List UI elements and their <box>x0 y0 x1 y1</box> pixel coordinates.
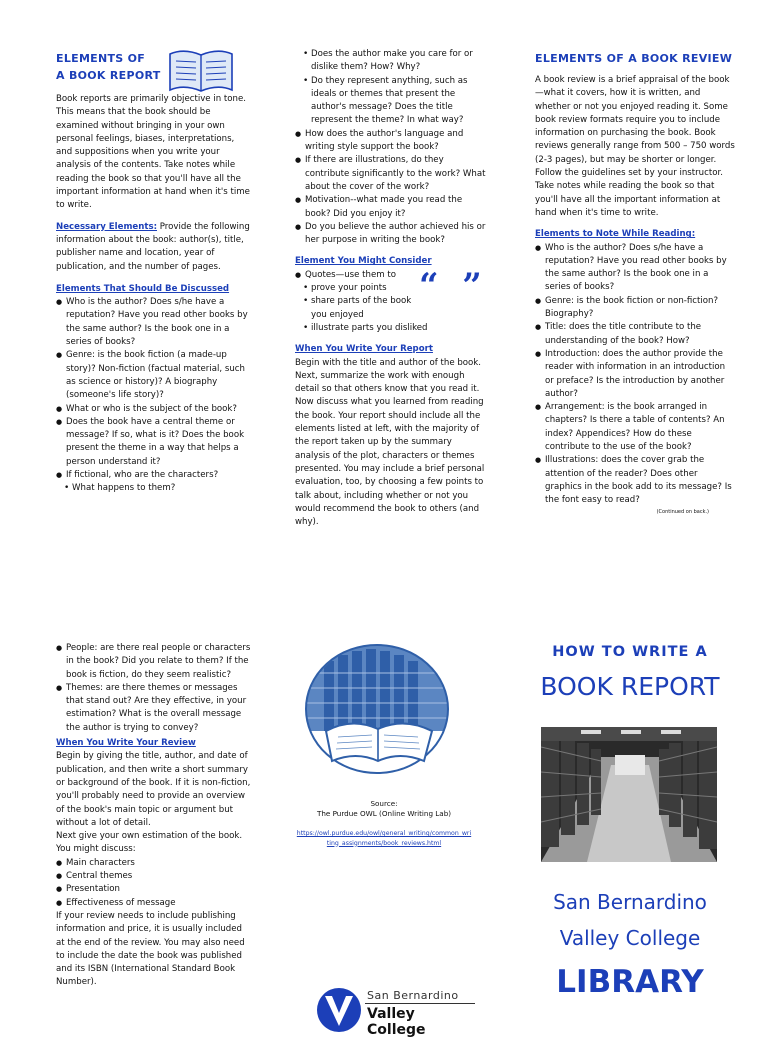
logo-divider <box>365 1003 475 1004</box>
review-heading: ELEMENTS OF A BOOK REVIEW <box>535 52 733 65</box>
open-book-icon <box>166 46 236 96</box>
column-book-review-continued <box>56 642 252 990</box>
list-item: ● Genre: is the book fiction or non-fiction? Biography? <box>535 295 735 322</box>
characters-sublist <box>295 48 487 128</box>
list-item: ● Who is the author? Does s/he have a reputation? Have you read other books by the same author? Is the book one in a series of books? <box>535 242 735 295</box>
note-list <box>535 242 735 508</box>
v-logo-icon <box>315 986 363 1034</box>
library-title: LIBRARY <box>556 964 704 1000</box>
write-review-text-3: If your review needs to include publishing information and price, it is usually included at the end of the review. You may also need to include the date the book was published and its ISBN (International Standard Book Number). <box>56 910 245 988</box>
discuss-list <box>56 857 252 910</box>
library-book-illustration <box>304 643 450 775</box>
list-item: ● People: are there real people or characters in the book? Did you relate to them? If the book is fiction, do they seem realistic? <box>56 642 252 682</box>
list-item: ● Does the book have a central theme or message? If so, what is it? Does the book present the theme in a way that helps a person understand it? <box>56 416 252 469</box>
list-subitem: • share parts of the book you enjoyed <box>295 295 413 322</box>
cover-college-name <box>530 884 730 1004</box>
list-subitem: • illustrate parts you disliked <box>295 322 487 335</box>
list-item: ● Arrangement: is the book arranged in chapters? Is there a table of contents? An index? Appendices? How do these contribute to the use of the book? <box>535 401 735 454</box>
list-item: ● If there are illustrations, do they contribute significantly to the work? What about the cover of the work? <box>295 154 487 194</box>
list-subitem: • prove your points <box>295 282 413 295</box>
list-item: ● Themes: are there themes or messages that stand out? Are they effective, in your estimation? What is the overall message the author is trying to convey? <box>56 682 252 735</box>
discussed-list <box>56 296 252 495</box>
list-item: ● Genre: is the book fiction (a made-up story)? Non-fiction (factual material, such as science or history)? A biography (someone's life story)? <box>56 349 252 402</box>
write-review-label: When You Write Your Review <box>56 738 196 749</box>
continued-note: (Continued on back.) <box>656 508 709 515</box>
list-item: ● Main characters <box>56 857 252 870</box>
college-name-line1: San Bernardino <box>553 890 707 914</box>
list-item: ● Introduction: does the author provide the reader with information in an introduction or preface? Is the introduction by another author? <box>535 348 735 401</box>
source-label: Source: <box>370 799 398 808</box>
list-item: ● Illustrations: does the cover grab the attention of the reader? Does other graphics in the book add to its message? Is the font easy to read? <box>535 454 735 507</box>
list-item: ● Quotes—use them to <box>295 269 413 282</box>
necessary-label: Necessary Elements: <box>56 221 158 232</box>
cover-panel <box>530 640 730 704</box>
review-intro: A book review is a brief appraisal of the book—what it covers, how it is written, and whether or not you enjoyed reading it. Some book review formats require you to include information on purchasing the book. Book reviews generally range from 500 – 750 words (2-3 pages), but may be shorter or longer. Follow the guidelines set by your instructor. Take notes while reading the book so that you'll have all the important information at hand when it's time to write. <box>535 75 735 218</box>
source-block <box>296 799 472 848</box>
quotes-list-tail <box>295 322 487 335</box>
list-item: ● Title: does the title contribute to the understanding of the book? How? <box>535 321 735 348</box>
quote-marks-icon: “ ” <box>419 265 482 306</box>
write-report-text: Begin with the title and author of the book. Next, summarize the work with enough detail so that others know that you read it. Now discuss what you learned from reading the book. Your report should include all the elements listed at left, with the majority of the report taken up by the summary analysis of the plot, characters or themes presented. You may include a brief personal evaluation, too, by choosing a few points to talk about, including whether or not you would recommend the book to others (and why). <box>295 357 485 528</box>
write-review-text-2: Next give your own estimation of the book. You might discuss: <box>56 831 243 855</box>
write-report-label: When You Write Your Report <box>295 344 433 355</box>
list-subitem: • Do they represent anything, such as ideals or themes that present the author's message? Does the title represent the theme? In what way? <box>295 75 487 128</box>
list-item: ● How does the author's language and writing style support the book? <box>295 128 487 155</box>
college-name-line2: Valley College <box>559 926 701 950</box>
list-item: ● Central themes <box>56 870 252 883</box>
people-themes-list <box>56 642 252 735</box>
necessary-elements <box>56 221 252 274</box>
list-item: ● Who is the author? Does s/he have a reputation? Have you read other books by the same author? Is the book one in a series of books? <box>56 296 252 349</box>
list-subitem: • Does the author make you care for or dislike them? How? Why? <box>295 48 487 75</box>
column-book-review-elements <box>535 50 735 516</box>
write-review-text-1: Begin by giving the title, author, and date of publication, and then write a short summary or background of the book. If it is non-fiction, you'll probably need to provide an overview of the book's main topic or argument but without a lot of detail. <box>56 751 251 828</box>
quotes-list <box>295 269 413 322</box>
list-item: ● Motivation--what made you read the book? Did you enjoy it? <box>295 194 487 221</box>
list-item: ● Do you believe the author achieved his or her purpose in writing the book? <box>295 221 487 248</box>
list-item: ● Presentation <box>56 883 252 896</box>
list-subitem: • What happens to them? <box>56 482 252 495</box>
logo-text-line2: Valley College <box>367 1006 426 1038</box>
source-text: The Purdue OWL (Online Writing Lab) <box>316 809 452 818</box>
heading-line-1: ELEMENTS OF <box>56 52 146 65</box>
library-stacks-photo <box>541 727 717 862</box>
list-item: ● If fictional, who are the characters? <box>56 469 252 482</box>
list-item: ● What or who is the subject of the book? <box>56 403 252 416</box>
necessary-text: Provide the following information about the book: author(s), title, publisher name and location, year of publication, and the number of pages. <box>56 221 250 272</box>
intro-paragraph: Book reports are primarily objective in tone. This means that the book should be examined without bringing in your own personal feelings, biases, interpretations, and suppositions when you write your analysis of the contents. Take notes while reading the book so that you'll have all the important information at hand when it's time to write. <box>56 94 250 211</box>
discussed-label: Elements That Should Be Discussed <box>56 283 230 294</box>
column-book-report-continued <box>295 48 487 529</box>
cover-title-small: HOW TO WRITE A <box>552 644 708 660</box>
column-book-report-elements <box>56 50 252 496</box>
college-logo <box>315 984 475 1038</box>
style-list <box>295 128 487 248</box>
heading-line-2: A BOOK REPORT <box>56 69 161 82</box>
list-item: ● Effectiveness of message <box>56 897 252 910</box>
consider-label: Element You Might Consider <box>295 256 432 267</box>
source-link[interactable]: https://owl.purdue.edu/owl/general_writing/common_writing_assignments/book_reviews.html <box>296 830 472 847</box>
logo-text-line1: San Bernardino <box>367 989 459 1002</box>
cover-title-big: BOOK REPORT <box>540 672 720 701</box>
note-label: Elements to Note While Reading: <box>535 229 696 240</box>
